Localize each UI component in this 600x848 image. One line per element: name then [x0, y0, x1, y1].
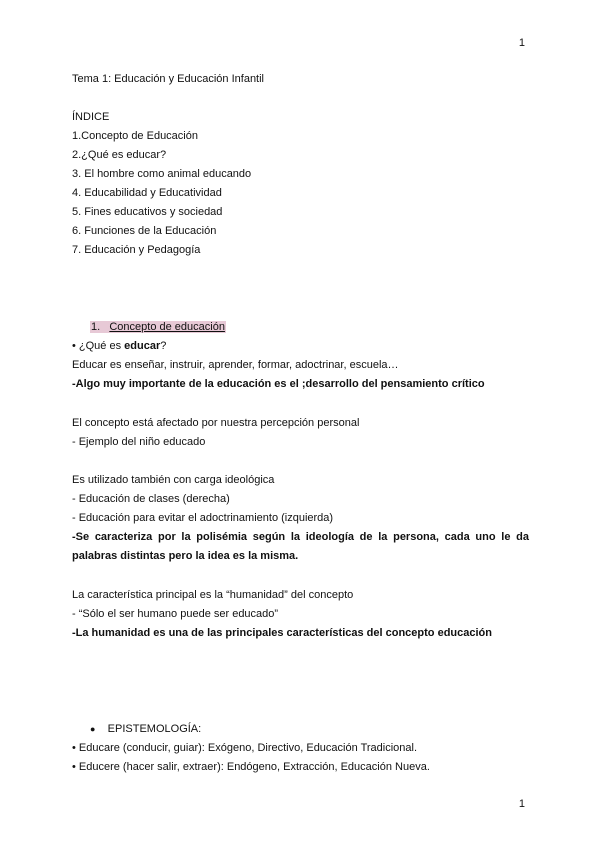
- paragraph-line: - Educación de clases (derecha): [72, 493, 230, 505]
- paragraph-line: El concepto está afectado por nuestra percepción personal: [72, 417, 360, 429]
- paragraph-line: - “Sólo el ser humano puede ser educado”: [72, 608, 279, 620]
- question-suffix: ?: [160, 340, 167, 352]
- question-prefix: • ¿Qué es: [72, 340, 125, 352]
- section-title: Concepto de educación: [109, 321, 225, 333]
- index-item: 7. Educación y Pedagogía: [72, 244, 201, 256]
- paragraph-line: - Educación para evitar el adoctrinamiento (izquierda): [72, 512, 334, 524]
- section-number: 1.: [91, 321, 101, 333]
- index-item: 1.Concepto de Educación: [72, 130, 198, 142]
- question-line: [72, 339, 166, 353]
- paragraph-line: Educar es enseñar, instruir, aprender, formar, adoctrinar, escuela…: [72, 359, 399, 371]
- list-item: • Educare (conducir, guiar): Exógeno, Directivo, Educación Tradicional.: [72, 742, 418, 754]
- epistemology-title: EPISTEMOLOGÍA:: [107, 723, 202, 735]
- section-heading: [90, 320, 226, 334]
- paragraph-line: - Ejemplo del niño educado: [72, 436, 206, 448]
- paragraph-line-bold: -La humanidad es una de las principales características del concepto educación: [72, 627, 492, 639]
- paragraph-bold-justified: -Se caracteriza por la polisémia según la ideología de la persona, cada uno le da palabras distintas pero la idea es la misma.: [72, 531, 529, 562]
- index-item: 4. Educabilidad y Educatividad: [72, 187, 222, 199]
- document-title: Tema 1: Educación y Educación Infantil: [72, 73, 265, 85]
- paragraph-line: La característica principal es la “humanidad” del concepto: [72, 589, 354, 601]
- bullet-icon: ●: [90, 724, 96, 734]
- index-item: 6. Funciones de la Educación: [72, 225, 217, 237]
- list-item: • Educere (hacer salir, extraer): Endógeno, Extracción, Educación Nueva.: [72, 761, 430, 773]
- page-number-top: 1: [518, 37, 525, 49]
- paragraph-line-bold: -Algo muy importante de la educación es el ;desarrollo del pensamiento crítico: [72, 378, 485, 390]
- paragraph-line: Es utilizado también con carga ideológica: [72, 474, 275, 486]
- index-item: 2.¿Qué es educar?: [72, 149, 167, 161]
- question-bold: educar: [124, 340, 161, 352]
- page-number-bottom: 1: [518, 798, 525, 810]
- section-heading-highlight: [90, 321, 226, 333]
- index-heading: ÍNDICE: [72, 111, 110, 123]
- epistemology-heading: [90, 722, 201, 736]
- index-item: 5. Fines educativos y sociedad: [72, 206, 223, 218]
- index-item: 3. El hombre como animal educando: [72, 168, 252, 180]
